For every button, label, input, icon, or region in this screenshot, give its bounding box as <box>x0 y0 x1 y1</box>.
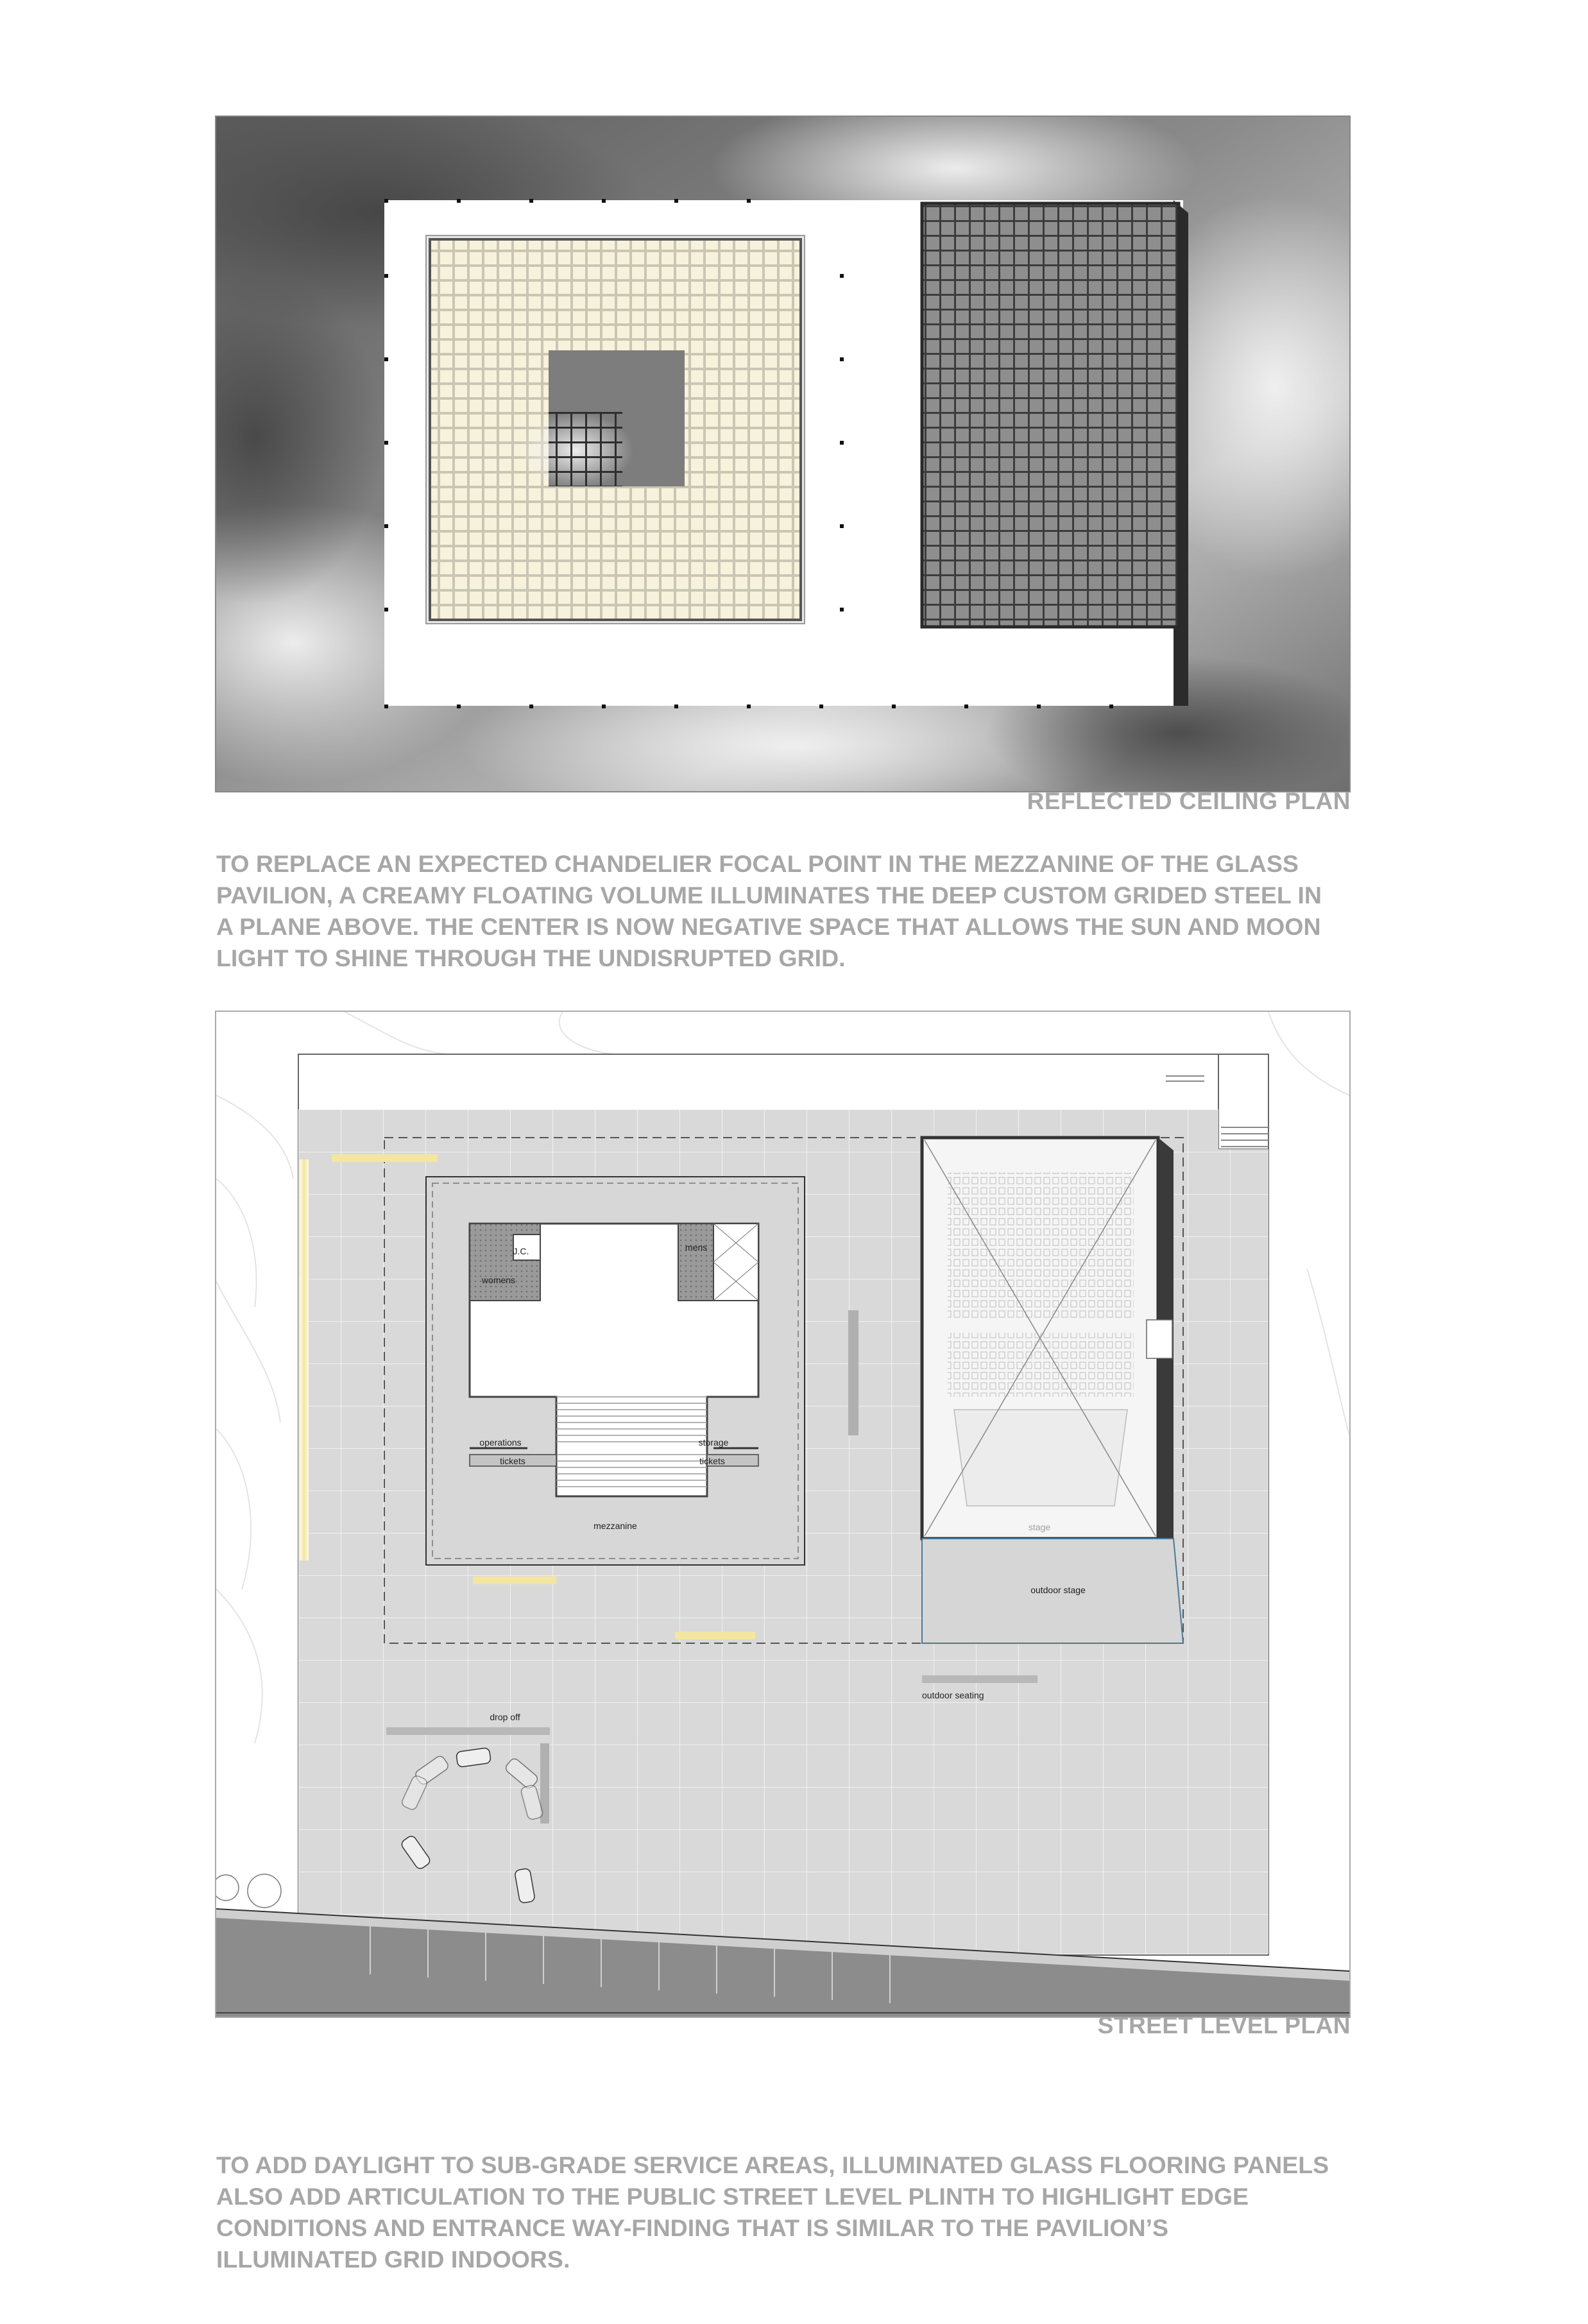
label-mens: mens <box>685 1242 708 1252</box>
dark-steel-grid <box>922 203 1179 627</box>
label-tickets-left: tickets <box>500 1456 525 1466</box>
label-womens: womens <box>481 1275 516 1285</box>
outdoor-seating-bench <box>922 1675 1037 1683</box>
label-outdoor-seating: outdoor seating <box>922 1690 984 1700</box>
illuminated-panel <box>675 1632 755 1639</box>
label-storage: storage <box>698 1437 729 1448</box>
description-line: A PLANE ABOVE. THE CENTER IS NOW NEGATIVE SPACE THAT ALLOWS THE SUN AND MOON <box>216 913 1321 940</box>
label-operations: operations <box>479 1437 522 1448</box>
ceiling-plan-description <box>216 848 1358 974</box>
description-line: ILLUMINATED GRID INDOORS. <box>216 2246 570 2273</box>
label-mezzanine: mezzanine <box>593 1521 637 1531</box>
description-line: PAVILION, A CREAMY FLOATING VOLUME ILLUMINATES THE DEEP CUSTOM GRIDED STEEL IN <box>216 882 1322 909</box>
description-line: CONDITIONS AND ENTRANCE WAY-FINDING THAT IS SIMILAR TO THE PAVILION’S <box>216 2214 1169 2241</box>
illuminated-panel-west <box>300 1159 309 1560</box>
label-tickets-right: tickets <box>699 1456 725 1466</box>
street-plan-caption: STREET LEVEL PLAN <box>1097 2012 1351 2038</box>
label-jc: J.C. <box>513 1246 529 1256</box>
street-level-plan-image <box>215 1011 1351 2018</box>
bench <box>848 1310 858 1435</box>
ceiling-plan-drawing <box>216 117 1349 791</box>
street-plan-drawing <box>216 1012 1349 2017</box>
ceiling-plan-caption: REFLECTED CEILING PLAN <box>1027 788 1351 814</box>
label-drop-off: drop off <box>490 1712 520 1722</box>
tree-icons <box>216 1874 281 1908</box>
street-plan-description <box>216 2149 1358 2275</box>
illuminated-panel <box>473 1576 556 1584</box>
mens-restroom <box>678 1224 713 1301</box>
drop-off-curb <box>386 1727 550 1735</box>
reflected-ceiling-plan-image <box>215 115 1351 792</box>
audience-seating <box>948 1172 1134 1320</box>
label-stage: stage <box>1028 1522 1051 1532</box>
elevator-shaft <box>713 1224 758 1301</box>
stage-area <box>954 1410 1127 1506</box>
description-line: TO REPLACE AN EXPECTED CHANDELIER FOCAL POINT IN THE MEZZANINE OF THE GLASS <box>216 850 1299 877</box>
label-outdoor-stage: outdoor stage <box>1030 1585 1086 1595</box>
description-line: LIGHT TO SHINE THROUGH THE UNDISRUPTED GRID. <box>216 944 846 971</box>
illuminated-panel <box>332 1154 438 1162</box>
description-line: TO ADD DAYLIGHT TO SUB-GRADE SERVICE AREAS, ILLUMINATED GLASS FLOORING PANELS <box>216 2151 1329 2178</box>
description-line: ALSO ADD ARTICULATION TO THE PUBLIC STREET LEVEL PLINTH TO HIGHLIGHT EDGE <box>216 2183 1249 2210</box>
